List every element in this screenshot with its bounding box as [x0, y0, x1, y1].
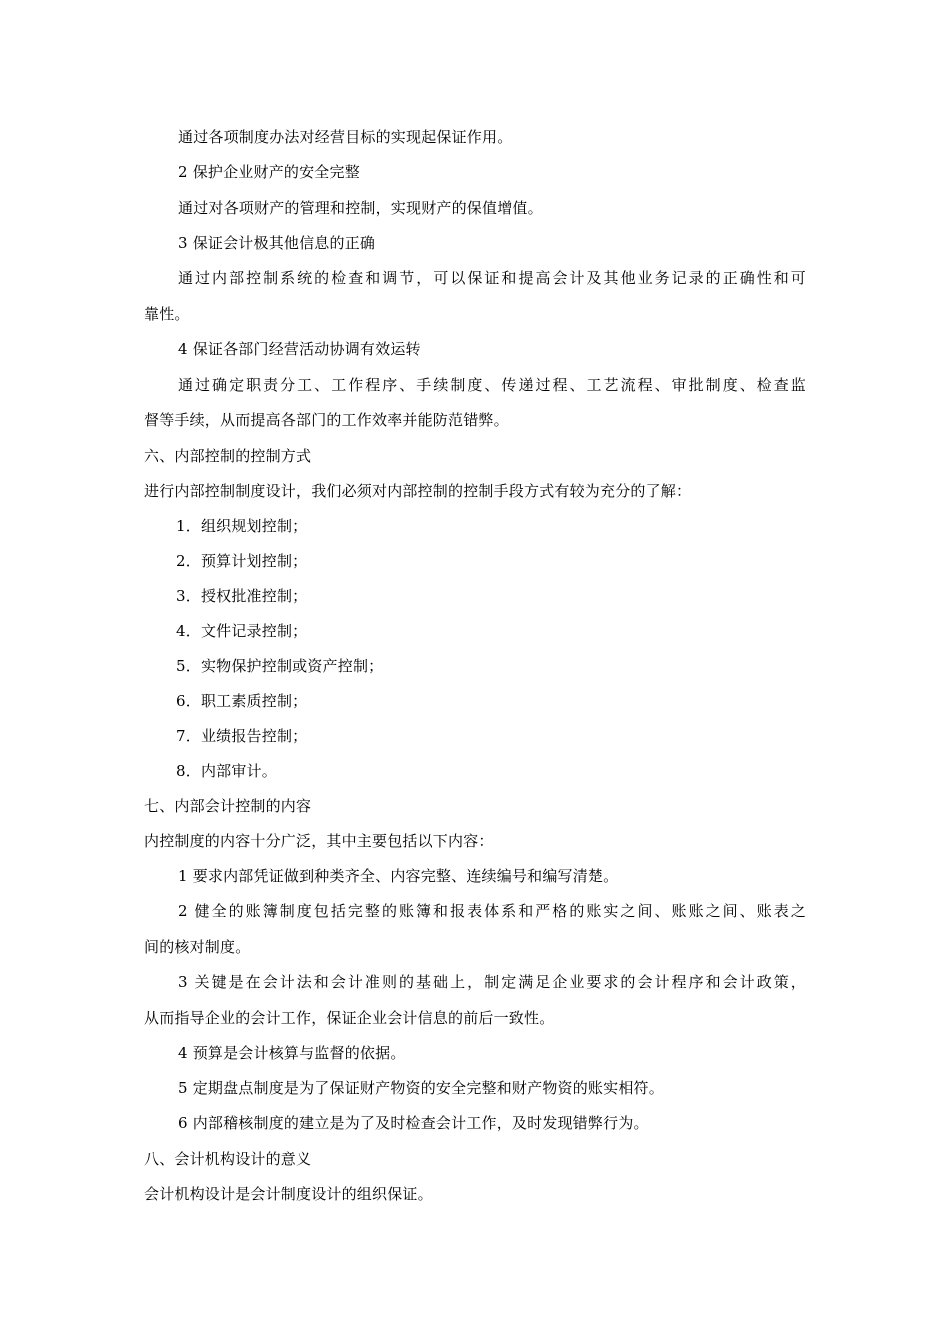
paragraph-line: 内控制度的内容十分广泛，其中主要包括以下内容： — [144, 832, 494, 850]
list-item: 5．实物保护控制或资产控制； — [176, 657, 384, 675]
content-item: 6 内部稽核制度的建立是为了及时检查会计工作，及时发现错弊行为。 — [178, 1114, 649, 1132]
paragraph-line: 通过各项制度办法对经营目标的实现起保证作用。 — [178, 128, 513, 146]
paragraph-line: 靠性。 — [144, 305, 190, 323]
list-item: 7．业绩报告控制； — [176, 727, 308, 745]
list-item: 8．内部审计。 — [176, 762, 277, 780]
paragraph-line: 通过内部控制系统的检查和调节，可以保证和提高会计及其他业务记录的正确性和可 — [178, 269, 806, 287]
paragraph-line: 会计机构设计是会计制度设计的组织保证。 — [144, 1185, 433, 1203]
section-heading: 八、会计机构设计的意义 — [144, 1150, 312, 1168]
paragraph-line: 通过对各项财产的管理和控制，实现财产的保值增值。 — [178, 199, 543, 217]
content-item: 2 健全的账簿制度包括完整的账簿和报表体系和严格的账实之间、账账之间、账表之 — [178, 902, 806, 920]
content-item: 3 关键是在会计法和会计准则的基础上，制定满足企业要求的会计程序和会计政策， — [178, 973, 806, 991]
paragraph-line: 从而指导企业的会计工作，保证企业会计信息的前后一致性。 — [144, 1009, 555, 1027]
content-item: 4 预算是会计核算与监督的依据。 — [178, 1044, 406, 1062]
content-item: 5 定期盘点制度是为了保证财产物资的安全完整和财产物资的账实相符。 — [178, 1079, 664, 1097]
section-subheading: 2 保护企业财产的安全完整 — [178, 163, 360, 181]
list-item: 2．预算计划控制； — [176, 552, 308, 570]
paragraph-line: 督等手续，从而提高各部门的工作效率并能防范错弊。 — [144, 411, 509, 429]
section-heading: 六、内部控制的控制方式 — [144, 447, 312, 465]
section-subheading: 3 保证会计极其他信息的正确 — [178, 234, 376, 252]
paragraph-line: 通过确定职责分工、工作程序、手续制度、传递过程、工艺流程、审批制度、检查监 — [178, 376, 806, 394]
list-item: 6．职工素质控制； — [176, 692, 308, 710]
content-item: 1 要求内部凭证做到种类齐全、内容完整、连续编号和编写清楚。 — [178, 867, 619, 885]
paragraph-line: 进行内部控制制度设计，我们必须对内部控制的控制手段方式有较为充分的了解： — [144, 482, 692, 500]
list-item: 3．授权批准控制； — [176, 587, 308, 605]
list-item: 1．组织规划控制； — [176, 517, 308, 535]
list-item: 4．文件记录控制； — [176, 622, 308, 640]
section-heading: 七、内部会计控制的内容 — [144, 797, 312, 815]
paragraph-line: 间的核对制度。 — [144, 938, 251, 956]
section-subheading: 4 保证各部门经营活动协调有效运转 — [178, 340, 421, 358]
